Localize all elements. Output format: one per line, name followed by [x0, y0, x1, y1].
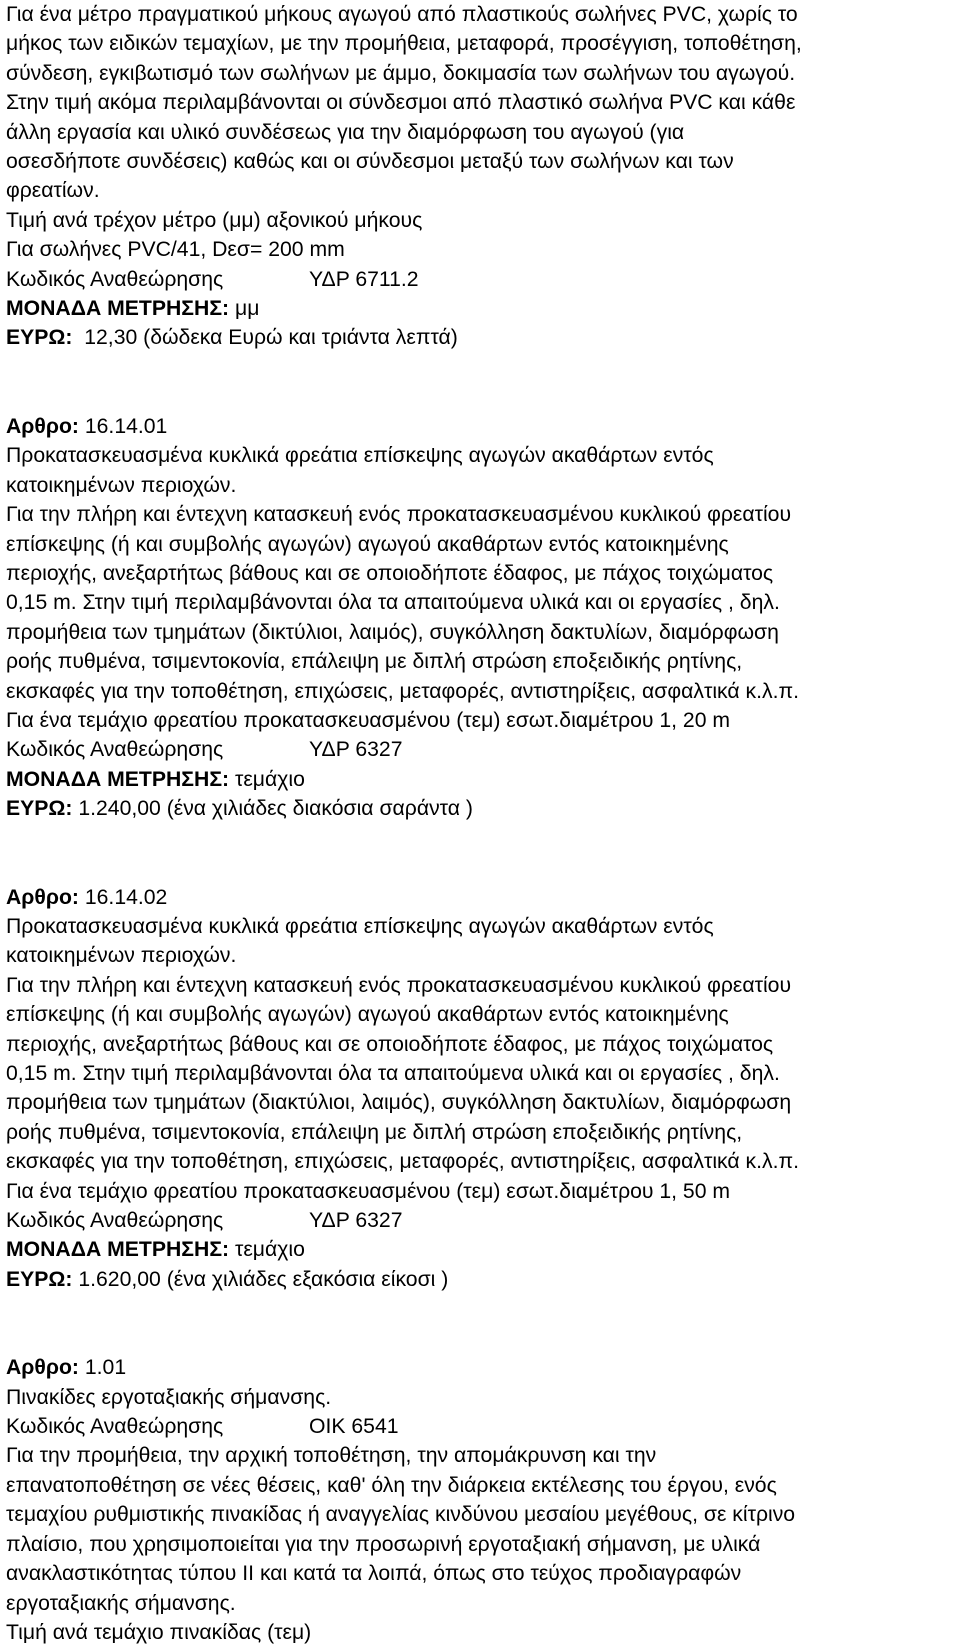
body-line: Τιμή ανά τεμάχιο πινακίδας (τεμ) — [6, 1620, 312, 1644]
body-line: επίσκεψης (ή και συμβολής αγωγών) αγωγού ακαθάρτων εντός κατοικημένης — [6, 532, 729, 556]
article-label: Αρθρο: — [6, 885, 79, 909]
body-line: προμήθεια των τμημάτων (δικτύλιοι, λαιμός), συγκόλληση δακτυλίων, διαμόρφωση — [6, 620, 779, 644]
body-line: εκσκαφές για την τοποθέτηση, επιχώσεις, μεταφορές, αντιστηρίξεις, ασφαλτικά κ.λ.π. — [6, 1150, 799, 1174]
body-line: Για σωλήνες PVC/41, Dεσ= 200 mm — [6, 238, 345, 262]
body-line: ανακλαστικότητας τύπου ΙΙ και κατά τα λοιπά, όπως στο τεύχος προδιαγραφών — [6, 1562, 742, 1586]
section-spacer — [6, 353, 954, 412]
body-line: σύνδεση, εγκιβωτισμό των σωλήνων με άμμο, δοκιμασία των σωλήνων του αγωγού. — [6, 61, 796, 85]
body-line: Προκατασκευασμένα κυκλικά φρεάτια επίσκεψης αγωγών ακαθάρτων εντός — [6, 914, 714, 938]
article-number: 1.01 — [84, 1356, 127, 1380]
body-line: άλλη εργασία και υλικό συνδέσεως για την διαμόρφωση του αγωγού (για — [6, 120, 685, 144]
price-label: ΕΥΡΩ: — [6, 326, 73, 350]
unit-label: ΜΟΝΑΔΑ ΜΕΤΡΗΣΗΣ: — [6, 767, 230, 791]
section-spacer — [6, 1294, 954, 1353]
article-number: 16.14.02 — [84, 885, 168, 909]
article-16-14-01 — [6, 412, 954, 824]
body-line: Τιμή ανά τρέχον μέτρο (μμ) αξονικού μήκους — [6, 208, 423, 232]
body-line: Στην τιμή ακόμα περιλαμβάνονται οι σύνδεσμοι από πλαστικό σωλήνα PVC και κάθε — [6, 91, 796, 115]
article-heading — [6, 1353, 954, 1382]
article-heading — [6, 883, 954, 912]
body-line: Για ένα τεμάχιο φρεατίου προκατασκευασμένου (τεμ) εσωτ.διαμέτρου 1, 20 m — [6, 708, 731, 732]
body-line: εργοταξιακής σήμανσης. — [6, 1591, 236, 1615]
revision-code: ΟΙΚ 6541 — [309, 1415, 399, 1439]
body-line: 0,15 m. Στην τιμή περιλαμβάνονται όλα τα απαιτούμενα υλικά και οι εργασίες , δηλ. — [6, 1062, 780, 1085]
price-value: 1.620,00 (ένα χιλιάδες εξακόσια είκοσι ) — [78, 1267, 449, 1291]
revision-row — [6, 735, 954, 764]
revision-label: Κωδικός Αναθεώρησης — [6, 738, 224, 762]
body-line: φρεατίων. — [6, 179, 100, 203]
body-line: Για ένα μέτρο πραγματικού μήκους αγωγού από πλαστικούς σωλήνες PVC, χωρίς το — [6, 3, 798, 26]
article-title: Πινακίδες εργοταξιακής σήμανσης. — [6, 1385, 332, 1409]
unit-value: τεμάχιο — [234, 767, 305, 791]
pipe-description-section — [6, 0, 954, 353]
revision-row — [6, 1412, 954, 1441]
revision-code: ΥΔΡ 6327 — [309, 738, 403, 762]
price-row — [6, 794, 954, 823]
price-label: ΕΥΡΩ: — [6, 797, 73, 821]
body-line: τεμαχίου ρυθμιστικής πινακίδας ή αναγγελίας κινδύνου μεσαίου μεγέθους, σε κίτρινο — [6, 1503, 796, 1527]
unit-value: τεμάχιο — [234, 1238, 305, 1262]
article-number: 16.14.01 — [84, 414, 168, 438]
unit-value: μμ — [234, 297, 260, 321]
price-label: ΕΥΡΩ: — [6, 1267, 73, 1291]
body-line: Για την προμήθεια, την αρχική τοποθέτηση, την απομάκρυνση και την — [6, 1444, 657, 1468]
body-line: ροής πυθμένα, τσιμεντοκονία, επάλειψη με διπλή στρώση εποξειδικής ρητίνης, — [6, 650, 743, 674]
article-16-14-02 — [6, 883, 954, 1295]
revision-label: Κωδικός Αναθεώρησης — [6, 267, 224, 291]
body-line: Για ένα τεμάχιο φρεατίου προκατασκευασμένου (τεμ) εσωτ.διαμέτρου 1, 50 m — [6, 1179, 731, 1203]
body-line: Για την πλήρη και έντεχνη κατασκευή ενός προκατασκευασμένου κυκλικού φρεατίου — [6, 503, 792, 527]
revision-code: ΥΔΡ 6711.2 — [309, 267, 419, 291]
unit-row — [6, 294, 954, 323]
body-line: εκσκαφές για την τοποθέτηση, επιχώσεις, μεταφορές, αντιστηρίξεις, ασφαλτικά κ.λ.π. — [6, 679, 799, 703]
body-line: 0,15 m. Στην τιμή περιλαμβάνονται όλα τα απαιτούμενα υλικά και οι εργασίες , δηλ. — [6, 591, 780, 615]
price-row — [6, 323, 954, 352]
body-line: περιοχής, ανεξαρτήτως βάθους και σε οποιοδήποτε έδαφος, με πάχος τοιχώματος — [6, 561, 774, 585]
price-value: 1.240,00 (ένα χιλιάδες διακόσια σαράντα ) — [78, 797, 473, 821]
body-line: επανατοποθέτηση σε νέες θέσεις, καθ' όλη την διάρκεια εκτέλεσης του έργου, ενός — [6, 1473, 777, 1497]
revision-code: ΥΔΡ 6327 — [309, 1209, 403, 1233]
body-line: επίσκεψης (ή και συμβολής αγωγών) αγωγού ακαθάρτων εντός κατοικημένης — [6, 1003, 729, 1027]
body-line: ροής πυθμένα, τσιμεντοκονία, επάλειψη με διπλή στρώση εποξειδικής ρητίνης, — [6, 1120, 743, 1144]
article-label: Αρθρο: — [6, 414, 79, 438]
revision-label: Κωδικός Αναθεώρησης — [6, 1209, 224, 1233]
article-label: Αρθρο: — [6, 1356, 79, 1380]
body-line: Για την πλήρη και έντεχνη κατασκευή ενός προκατασκευασμένου κυκλικού φρεατίου — [6, 973, 792, 997]
article-1-01 — [6, 1353, 954, 1647]
price-value: 12,30 (δώδεκα Ευρώ και τριάντα λεπτά) — [84, 326, 458, 350]
revision-row — [6, 1206, 954, 1235]
unit-row — [6, 765, 954, 794]
body-line: περιοχής, ανεξαρτήτως βάθους και σε οποιοδήποτε έδαφος, με πάχος τοιχώματος — [6, 1032, 774, 1056]
body-line: κατοικημένων περιοχών. — [6, 473, 237, 497]
price-row — [6, 1265, 954, 1294]
body-line: μήκος των ειδικών τεμαχίων, με την προμήθεια, μεταφορά, προσέγγιση, τοποθέτηση, — [6, 32, 802, 56]
body-line: Προκατασκευασμένα κυκλικά φρεάτια επίσκεψης αγωγών ακαθάρτων εντός — [6, 444, 714, 468]
unit-label: ΜΟΝΑΔΑ ΜΕΤΡΗΣΗΣ: — [6, 297, 230, 321]
body-line: οσεσδήποτε συνδέσεις) καθώς και οι σύνδεσμοι μεταξύ των σωλήνων και των — [6, 150, 734, 174]
body-line: προμήθεια των τμημάτων (διακτύλιοι, λαιμός), συγκόλληση δακτυλίων, διαμόρφωση — [6, 1091, 792, 1115]
body-line: κατοικημένων περιοχών. — [6, 944, 237, 968]
unit-row — [6, 1235, 954, 1264]
body-line: πλαίσιο, που χρησιμοποιείται για την προσωρινή εργοταξιακή σήμανση, με υλικά — [6, 1532, 761, 1556]
unit-label: ΜΟΝΑΔΑ ΜΕΤΡΗΣΗΣ: — [6, 1238, 230, 1262]
revision-row — [6, 265, 954, 294]
article-heading — [6, 412, 954, 441]
section-spacer — [6, 824, 954, 883]
revision-label: Κωδικός Αναθεώρησης — [6, 1415, 224, 1439]
